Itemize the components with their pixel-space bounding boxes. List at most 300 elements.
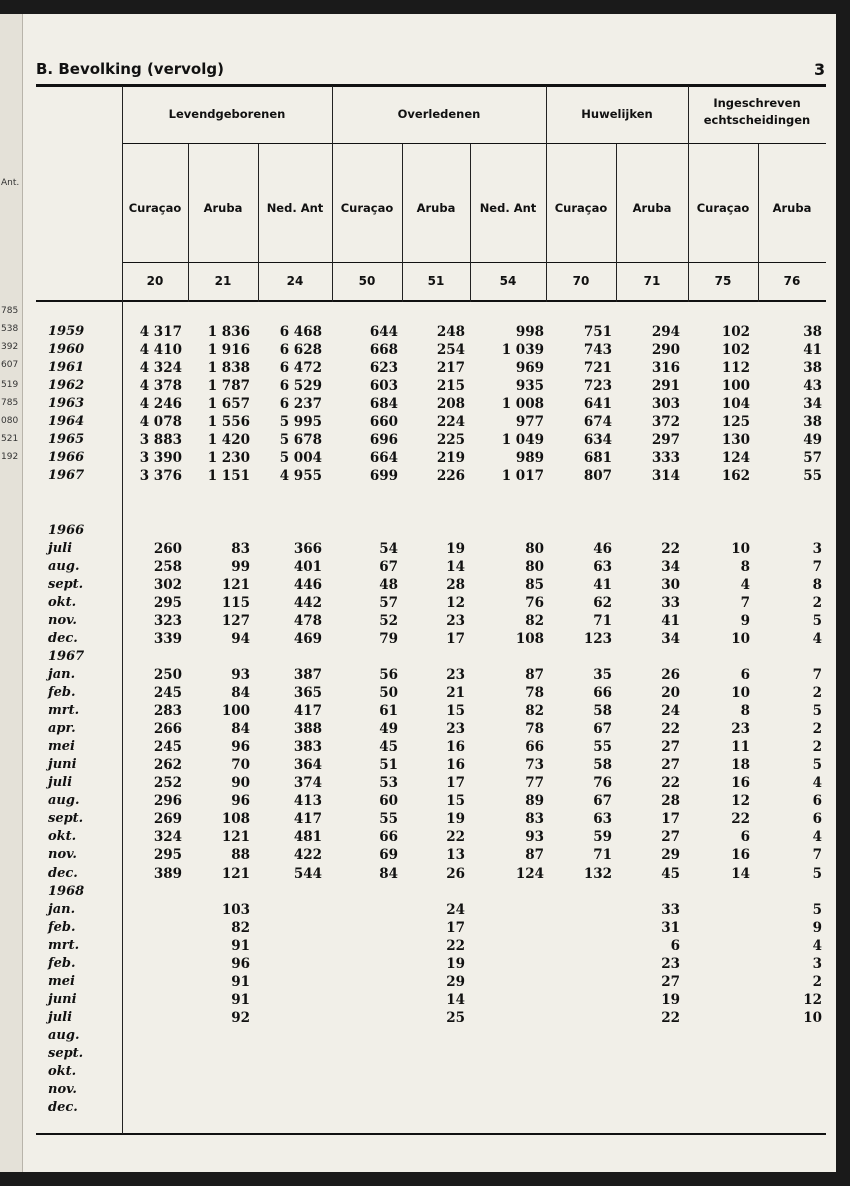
table-cell: 3 (812, 541, 822, 557)
table-cell: 401 (293, 559, 322, 575)
table-cell: 603 (369, 378, 398, 394)
table-cell: 67 (593, 721, 612, 737)
table-cell: 16 (731, 775, 750, 791)
table-cell: 291 (651, 378, 680, 394)
table-cell: 55 (379, 811, 398, 827)
table-cell: 481 (293, 829, 322, 845)
table-cell: 27 (661, 974, 680, 990)
table-cell: 96 (231, 793, 250, 809)
table-cell: 123 (583, 631, 612, 647)
table-cell: 15 (446, 703, 465, 719)
table-cell: 721 (583, 360, 612, 376)
table-row (0, 505, 850, 523)
row-label: 1966 (48, 523, 85, 538)
table-cell: 76 (593, 775, 612, 791)
table-cell: 1 151 (207, 468, 250, 484)
table-cell: 108 (221, 811, 250, 827)
table-row (0, 468, 850, 486)
table-cell: 219 (436, 450, 465, 466)
table-cell: 5 (812, 902, 822, 918)
table-cell: 1 017 (501, 468, 544, 484)
table-cell: 417 (293, 811, 322, 827)
table-row (0, 595, 850, 613)
table-cell: 14 (446, 992, 465, 1008)
table-cell: 19 (446, 541, 465, 557)
table-row (0, 793, 850, 811)
table-cell: 22 (661, 775, 680, 791)
table-cell: 383 (293, 739, 322, 755)
row-label: feb. (48, 920, 76, 935)
table-cell: 14 (446, 559, 465, 575)
table-cell: 23 (661, 956, 680, 972)
table-cell: 260 (153, 541, 182, 557)
table-row (0, 559, 850, 577)
column-code: 21 (214, 274, 232, 288)
column-code: 76 (783, 274, 801, 288)
row-label: sept. (48, 577, 84, 592)
table-cell: 19 (661, 992, 680, 1008)
row-label: juni (48, 757, 77, 772)
row-label: dec. (48, 866, 78, 881)
table-cell: 8 (812, 577, 822, 593)
table-cell: 17 (446, 631, 465, 647)
table-cell: 83 (525, 811, 544, 827)
table-cell: 10 (803, 1010, 822, 1026)
table-cell: 623 (369, 360, 398, 376)
row-label: aug. (48, 1028, 80, 1043)
table-cell: 89 (525, 793, 544, 809)
row-label: nov. (48, 613, 77, 628)
table-cell: 226 (436, 468, 465, 484)
table-cell: 132 (583, 866, 612, 882)
table-row (0, 324, 850, 342)
table-cell: 469 (293, 631, 322, 647)
table-cell: 17 (661, 811, 680, 827)
table-cell: 668 (369, 342, 398, 358)
table-row (0, 342, 850, 360)
table-cell: 18 (731, 757, 750, 773)
table-cell: 10 (731, 631, 750, 647)
row-label: 1961 (48, 360, 85, 375)
table-cell: 59 (593, 829, 612, 845)
column-header: Ned. Ant (266, 201, 324, 215)
table-cell: 6 468 (279, 324, 322, 340)
table-cell: 215 (436, 378, 465, 394)
table-cell: 25 (446, 1010, 465, 1026)
table-cell: 250 (153, 667, 182, 683)
group-header: Huwelijken (581, 107, 653, 121)
table-row (0, 541, 850, 559)
table-cell: 4 378 (139, 378, 182, 394)
table-cell: 66 (593, 685, 612, 701)
table-cell: 22 (446, 938, 465, 954)
table-cell: 269 (153, 811, 182, 827)
table-cell: 45 (379, 739, 398, 755)
row-label: sept. (48, 1046, 84, 1061)
table-cell: 252 (153, 775, 182, 791)
row-label: jan. (48, 667, 76, 682)
column-code: 24 (286, 274, 304, 288)
table-cell: 29 (661, 847, 680, 863)
table-cell: 14 (731, 866, 750, 882)
table-cell: 22 (731, 811, 750, 827)
table-cell: 644 (369, 324, 398, 340)
table-row (0, 847, 850, 865)
table-cell: 66 (379, 829, 398, 845)
table-row (0, 378, 850, 396)
table-cell: 16 (446, 757, 465, 773)
table-cell: 295 (153, 595, 182, 611)
adjacent-page-fragment: 785 (1, 398, 19, 408)
table-cell: 33 (661, 902, 680, 918)
column-header: Curaçao (696, 201, 750, 215)
table-cell: 104 (721, 396, 750, 412)
row-label: mrt. (48, 703, 80, 718)
table-cell: 4 (812, 775, 822, 791)
table-cell: 262 (153, 757, 182, 773)
table-cell: 15 (446, 793, 465, 809)
table-cell: 22 (446, 829, 465, 845)
table-row (0, 902, 850, 920)
table-cell: 3 (812, 956, 822, 972)
table-cell: 372 (651, 414, 680, 430)
table-cell: 162 (721, 468, 750, 484)
table-cell: 364 (293, 757, 322, 773)
table-cell: 61 (379, 703, 398, 719)
table-cell: 324 (153, 829, 182, 845)
codes-rule (122, 262, 826, 263)
table-cell: 413 (293, 793, 322, 809)
table-cell: 11 (731, 739, 750, 755)
table-cell: 26 (661, 667, 680, 683)
table-cell: 80 (525, 559, 544, 575)
table-cell: 641 (583, 396, 612, 412)
table-cell: 121 (221, 866, 250, 882)
adjacent-page-fragment: Ant. (1, 178, 20, 188)
table-cell: 41 (593, 577, 612, 593)
table-cell: 1 039 (501, 342, 544, 358)
table-cell: 88 (231, 847, 250, 863)
table-cell: 38 (803, 360, 822, 376)
table-cell: 5 (812, 866, 822, 882)
table-cell: 49 (379, 721, 398, 737)
table-cell: 22 (661, 1010, 680, 1026)
table-cell: 4 324 (139, 360, 182, 376)
table-cell: 78 (525, 721, 544, 737)
column-code: 50 (358, 274, 376, 288)
row-label: dec. (48, 631, 78, 646)
table-cell: 62 (593, 595, 612, 611)
table-cell: 23 (446, 613, 465, 629)
table-row (0, 829, 850, 847)
table-row (0, 613, 850, 631)
table-cell: 294 (651, 324, 680, 340)
table-row (0, 685, 850, 703)
table-cell: 743 (583, 342, 612, 358)
table-cell: 283 (153, 703, 182, 719)
table-row (0, 1082, 850, 1100)
table-cell: 70 (231, 757, 250, 773)
table-cell: 71 (593, 613, 612, 629)
row-label: aug. (48, 559, 80, 574)
row-label: mei (48, 974, 75, 989)
row-label: okt. (48, 595, 77, 610)
table-cell: 302 (153, 577, 182, 593)
table-cell: 544 (293, 866, 322, 882)
table-cell: 977 (515, 414, 544, 430)
table-cell: 295 (153, 847, 182, 863)
table-cell: 77 (525, 775, 544, 791)
table-cell: 1 836 (207, 324, 250, 340)
table-cell: 2 (812, 595, 822, 611)
table-cell: 1 787 (207, 378, 250, 394)
row-label: sept. (48, 811, 84, 826)
table-row (0, 432, 850, 450)
table-row (0, 414, 850, 432)
row-label: nov. (48, 847, 77, 862)
table-cell: 4 410 (139, 342, 182, 358)
column-header: Curaçao (554, 201, 608, 215)
table-cell: 76 (525, 595, 544, 611)
table-cell: 51 (379, 757, 398, 773)
table-cell: 664 (369, 450, 398, 466)
table-cell: 7 (740, 595, 750, 611)
table-cell: 751 (583, 324, 612, 340)
table-cell: 102 (721, 342, 750, 358)
table-cell: 989 (515, 450, 544, 466)
table-cell: 91 (231, 992, 250, 1008)
adjacent-page-fragment: 080 (1, 416, 19, 426)
table-cell: 90 (231, 775, 250, 791)
table-cell: 102 (721, 324, 750, 340)
table-cell: 1 838 (207, 360, 250, 376)
table-row (0, 721, 850, 739)
table-cell: 684 (369, 396, 398, 412)
table-cell: 3 883 (139, 432, 182, 448)
table-row (0, 396, 850, 414)
table-cell: 723 (583, 378, 612, 394)
adjacent-page-fragment: 392 (1, 342, 19, 352)
table-cell: 681 (583, 450, 612, 466)
table-cell: 245 (153, 685, 182, 701)
table-cell: 389 (153, 866, 182, 882)
table-cell: 12 (803, 992, 822, 1008)
table-cell: 115 (221, 595, 250, 611)
table-cell: 34 (803, 396, 822, 412)
table-cell: 6 628 (279, 342, 322, 358)
table-cell: 124 (721, 450, 750, 466)
table-cell: 125 (721, 414, 750, 430)
table-cell: 41 (803, 342, 822, 358)
row-label: mrt. (48, 938, 80, 953)
table-row (0, 811, 850, 829)
table-row (0, 577, 850, 595)
table-cell: 12 (731, 793, 750, 809)
table-cell: 58 (593, 757, 612, 773)
table-cell: 23 (446, 721, 465, 737)
column-code: 51 (427, 274, 445, 288)
table-cell: 80 (525, 541, 544, 557)
table-cell: 26 (446, 866, 465, 882)
table-cell: 674 (583, 414, 612, 430)
table-cell: 84 (231, 721, 250, 737)
table-cell: 10 (731, 541, 750, 557)
table-cell: 38 (803, 414, 822, 430)
table-cell: 84 (379, 866, 398, 882)
table-cell: 969 (515, 360, 544, 376)
table-cell: 48 (379, 577, 398, 593)
table-cell: 5 678 (279, 432, 322, 448)
table-row (0, 757, 850, 775)
table-cell: 96 (231, 956, 250, 972)
row-label: okt. (48, 1064, 77, 1079)
table-cell: 339 (153, 631, 182, 647)
table-cell: 19 (446, 956, 465, 972)
table-cell: 38 (803, 324, 822, 340)
table-cell: 100 (221, 703, 250, 719)
column-header: Aruba (203, 201, 243, 215)
table-cell: 130 (721, 432, 750, 448)
table-cell: 4 246 (139, 396, 182, 412)
table-cell: 31 (661, 920, 680, 936)
table-cell: 366 (293, 541, 322, 557)
column-code: 54 (499, 274, 517, 288)
table-cell: 24 (661, 703, 680, 719)
column-header: Aruba (632, 201, 672, 215)
table-cell: 73 (525, 757, 544, 773)
table-cell: 6 529 (279, 378, 322, 394)
table-cell: 4 (812, 829, 822, 845)
table-cell: 12 (446, 595, 465, 611)
group-header: Overledenen (397, 107, 481, 121)
table-cell: 696 (369, 432, 398, 448)
row-label: 1965 (48, 432, 85, 447)
table-cell: 1 049 (501, 432, 544, 448)
table-cell: 2 (812, 721, 822, 737)
table-cell: 8 (740, 559, 750, 575)
table-cell: 57 (803, 450, 822, 466)
table-cell: 112 (721, 360, 750, 376)
table-cell: 266 (153, 721, 182, 737)
table-cell: 6 472 (279, 360, 322, 376)
table-cell: 34 (661, 559, 680, 575)
table-cell: 87 (525, 847, 544, 863)
table-cell: 82 (525, 613, 544, 629)
row-label: 1968 (48, 884, 85, 899)
table-cell: 10 (731, 685, 750, 701)
table-cell: 93 (525, 829, 544, 845)
table-cell: 28 (446, 577, 465, 593)
table-row (0, 920, 850, 938)
table-cell: 20 (661, 685, 680, 701)
table-cell: 1 420 (207, 432, 250, 448)
table-cell: 100 (721, 378, 750, 394)
table-cell: 2 (812, 739, 822, 755)
row-label: aug. (48, 793, 80, 808)
column-code: 20 (146, 274, 164, 288)
table-cell: 6 (740, 667, 750, 683)
table-cell: 4 955 (279, 468, 322, 484)
table-cell: 30 (661, 577, 680, 593)
table-cell: 6 (812, 793, 822, 809)
table-cell: 63 (593, 559, 612, 575)
adjacent-page-fragment: 785 (1, 306, 19, 316)
table-cell: 57 (379, 595, 398, 611)
table-cell: 55 (803, 468, 822, 484)
table-cell: 19 (446, 811, 465, 827)
table-cell: 17 (446, 775, 465, 791)
row-label: jan. (48, 902, 76, 917)
column-header: Aruba (772, 201, 812, 215)
row-label: juni (48, 992, 77, 1007)
table-cell: 660 (369, 414, 398, 430)
table-cell: 442 (293, 595, 322, 611)
table-cell: 49 (803, 432, 822, 448)
running-head: B. Bevolking (vervolg) (36, 60, 224, 78)
header-bottom-rule (36, 300, 826, 302)
row-label: 1967 (48, 649, 85, 664)
table-row (0, 667, 850, 685)
table-cell: 23 (446, 667, 465, 683)
table-row (0, 992, 850, 1010)
table-row (0, 703, 850, 721)
table-row (0, 775, 850, 793)
table-cell: 8 (740, 703, 750, 719)
table-cell: 16 (446, 739, 465, 755)
table-cell: 7 (812, 667, 822, 683)
row-label: feb. (48, 685, 76, 700)
table-cell: 4 (812, 938, 822, 954)
row-label: 1960 (48, 342, 85, 357)
table-cell: 3 376 (139, 468, 182, 484)
row-label: 1967 (48, 468, 85, 483)
table-cell: 1 657 (207, 396, 250, 412)
table-cell: 699 (369, 468, 398, 484)
table-row (0, 866, 850, 884)
table-cell: 3 390 (139, 450, 182, 466)
table-cell: 63 (593, 811, 612, 827)
table-cell: 103 (221, 902, 250, 918)
table-cell: 17 (446, 920, 465, 936)
table-cell: 94 (231, 631, 250, 647)
table-cell: 7 (812, 559, 822, 575)
table-cell: 56 (379, 667, 398, 683)
table-cell: 478 (293, 613, 322, 629)
table-cell: 5 (812, 703, 822, 719)
table-cell: 127 (221, 613, 250, 629)
row-label: 1962 (48, 378, 85, 393)
adjacent-page-fragment: 607 (1, 360, 19, 370)
table-cell: 5 (812, 757, 822, 773)
table-row (0, 649, 850, 667)
table-row (0, 1010, 850, 1028)
table-cell: 4 317 (139, 324, 182, 340)
table-cell: 9 (812, 920, 822, 936)
table-cell: 124 (515, 866, 544, 882)
table-cell: 2 (812, 974, 822, 990)
table-cell: 60 (379, 793, 398, 809)
subheader-rule (122, 143, 826, 144)
table-cell: 45 (661, 866, 680, 882)
table-cell: 50 (379, 685, 398, 701)
table-cell: 5 995 (279, 414, 322, 430)
table-cell: 314 (651, 468, 680, 484)
column-header: Aruba (416, 201, 456, 215)
table-cell: 52 (379, 613, 398, 629)
table-cell: 79 (379, 631, 398, 647)
table-cell: 67 (379, 559, 398, 575)
table-cell: 78 (525, 685, 544, 701)
